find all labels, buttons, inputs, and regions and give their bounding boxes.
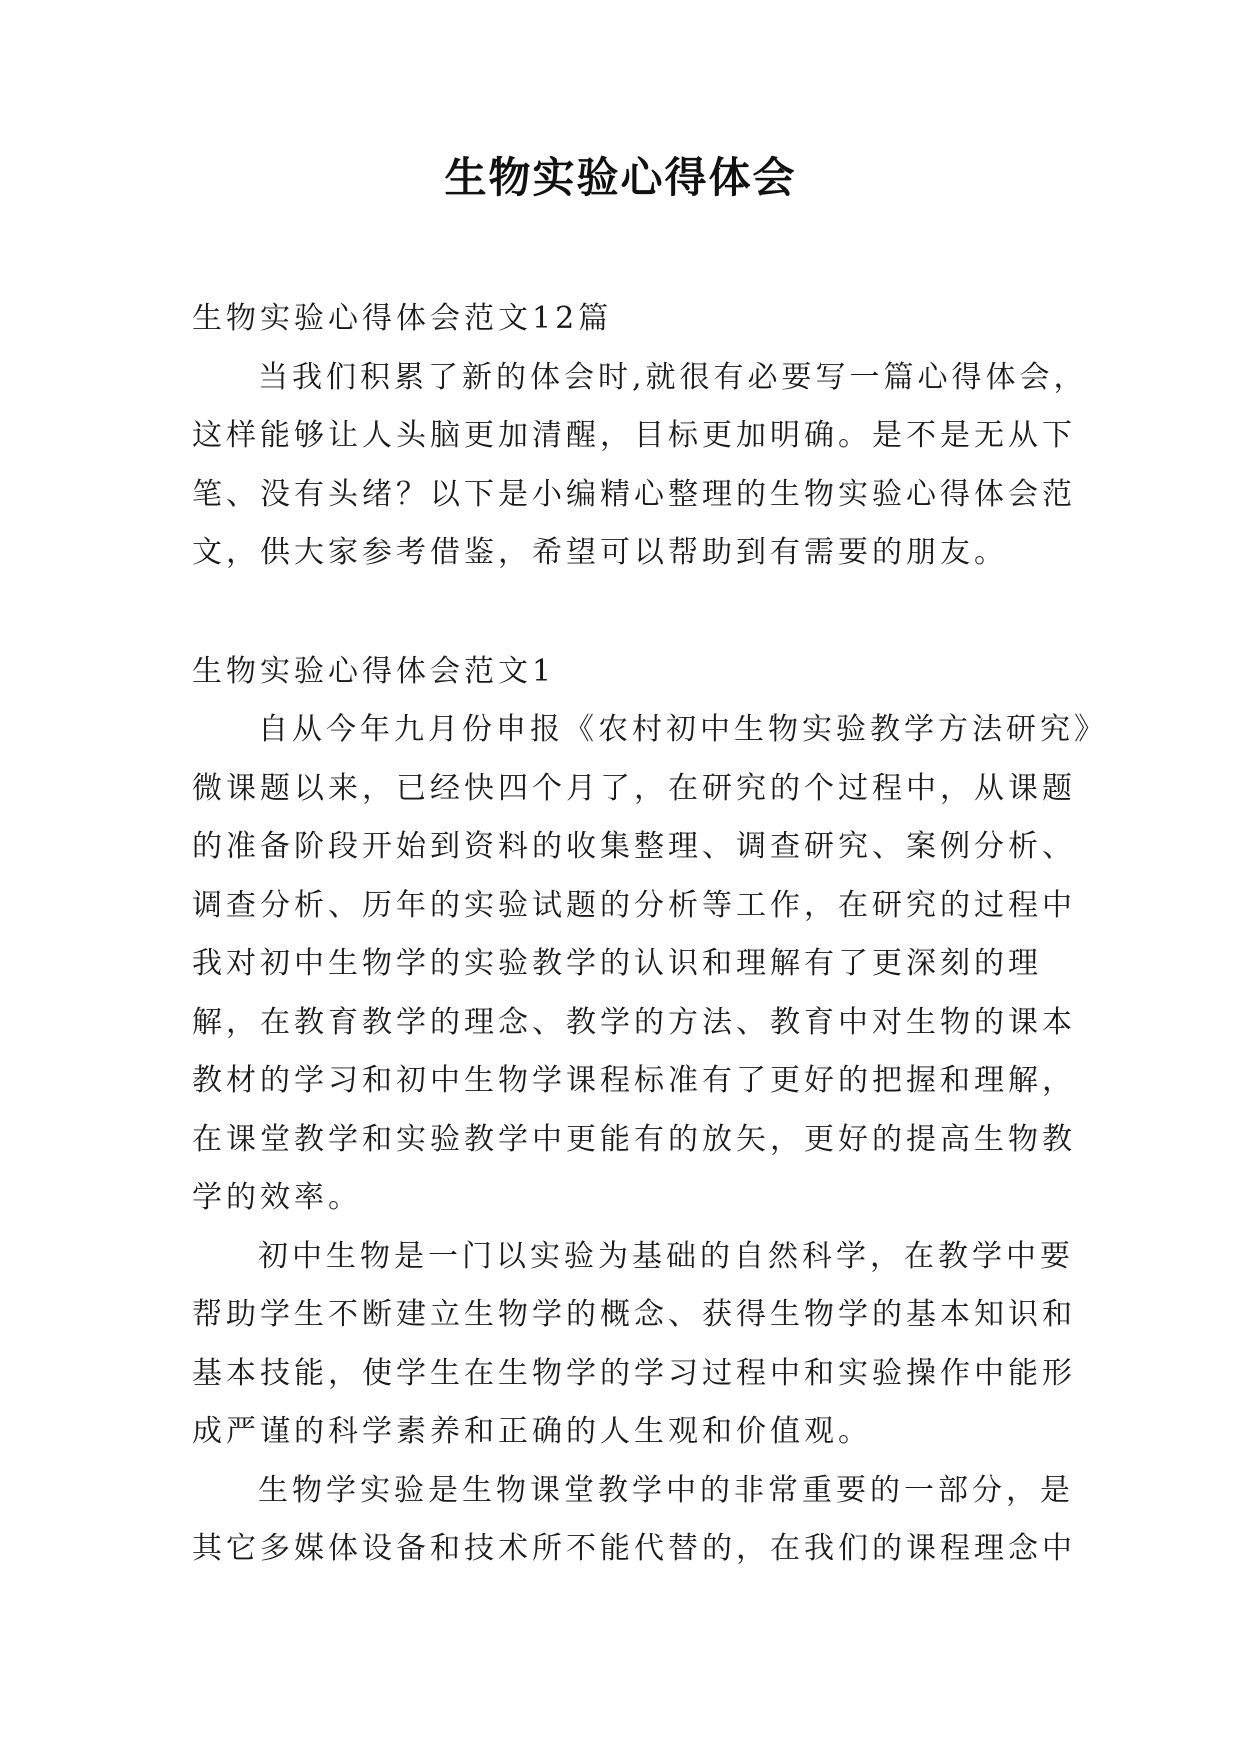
spacer [192, 583, 1072, 643]
text-line: 成严谨的科学素养和正确的人生观和价值观。 [192, 1414, 872, 1449]
paragraph-3 [192, 1462, 1076, 1579]
document-body [192, 290, 1108, 1579]
text-line: 当我们积累了新的体会时,就很有必要写一篇心得体会， [258, 359, 1088, 395]
text-line: 其它多媒体设备和技术所不能代替的，在我们的课程理念中 [192, 1531, 1076, 1566]
text-line: 微课题以来，已经快四个月了，在研究的个过程中，从课题 [192, 770, 1076, 806]
text-line: 基本技能，使学生在生物学的学习过程中和实验操作中能形 [192, 1355, 1076, 1391]
text-line: 解，在教育教学的理念、教学的方法、教育中对生物的课本 [192, 1004, 1076, 1040]
section-heading: 生物实验心得体会范文1 [192, 653, 556, 689]
text-line: 自从今年九月份申报《农村初中生物实验教学方法研究》 [258, 712, 1108, 747]
text-line: 学的效率。 [192, 1180, 362, 1215]
text-line: 生物学实验是生物课堂教学中的非常重要的一部分，是 [258, 1472, 1074, 1508]
text-line: 文，供大家参考借鉴，希望可以帮助到有需要的朋友。 [192, 535, 1008, 570]
text-line: 在课堂教学和实验教学中更能有的放矢，更好的提高生物教 [192, 1121, 1076, 1157]
document-title: 生物实验心得体会 [444, 153, 797, 202]
text-line: 教材的学习和初中生物学课程标准有了更好的把握和理解， [192, 1063, 1076, 1098]
text-line: 调查分析、历年的实验试题的分析等工作，在研究的过程中 [192, 887, 1076, 923]
text-line: 的准备阶段开始到资料的收集整理、调查研究、案例分析、 [192, 829, 1076, 864]
text-line: 帮助学生不断建立生物学的概念、获得生物学的基本知识和 [192, 1297, 1076, 1332]
text-line: 我对初中生物学的实验教学的认识和理解有了更深刻的理 [192, 946, 1042, 981]
paragraph-1 [192, 701, 1108, 1228]
text-line: 初中生物是一门以实验为基础的自然科学，在教学中要 [258, 1238, 1074, 1274]
subtitle: 生物实验心得体会范文12篇 [192, 301, 613, 336]
text-line: 笔、没有头绪？以下是小编精心整理的生物实验心得体会范 [192, 476, 1076, 512]
text-line: 这样能够让人头脑更加清醒，目标更加明确。是不是无从下 [192, 418, 1076, 453]
paragraph-2 [192, 1228, 1076, 1462]
intro-paragraph [192, 349, 1088, 583]
